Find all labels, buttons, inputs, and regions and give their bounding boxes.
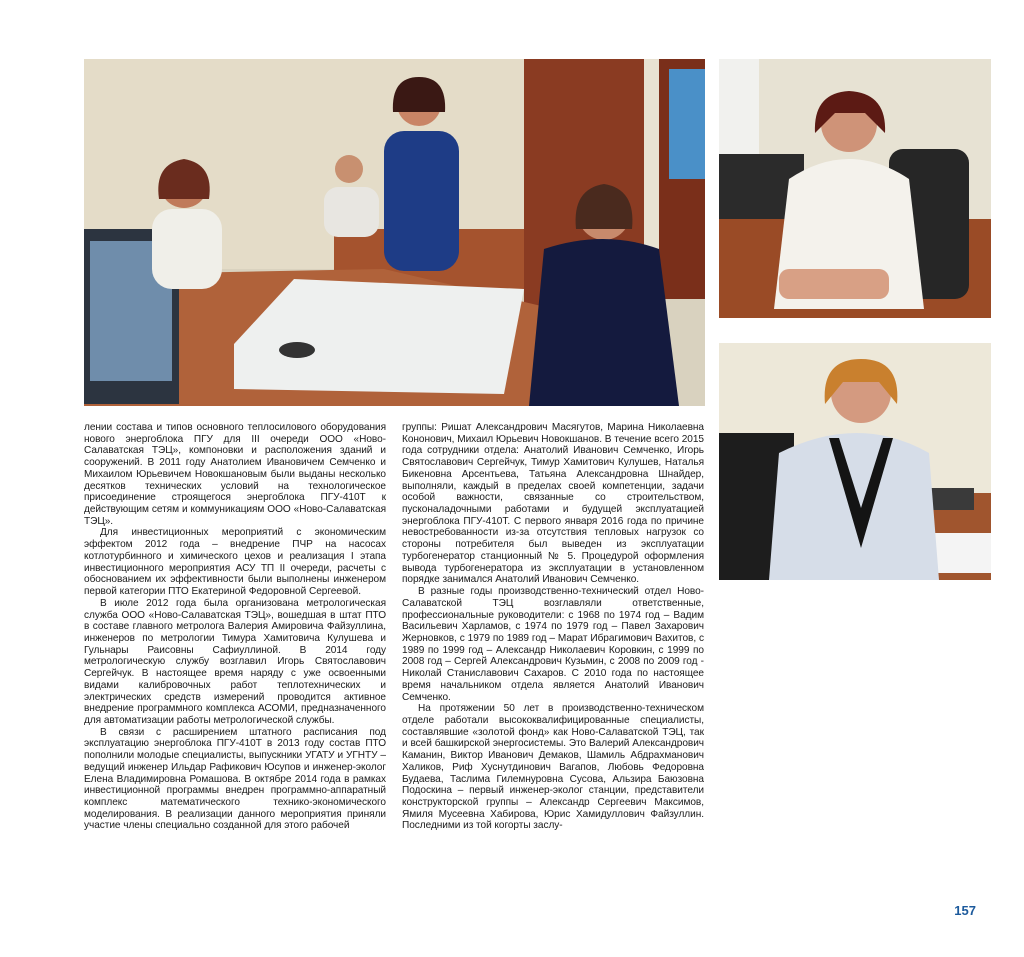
page-number: 157: [954, 903, 976, 918]
photo-portrait-woman-desk: [719, 343, 991, 580]
paragraph: На протяжении 50 лет в производственно-техническом отделе работали высококвалифицированные специалисты, составлявшие «золотой фонд» как Ново-Салаватской ТЭЦ, так и всей башкирской энергосистемы. Это Валерий Александрович Каманин, Виктор Иванович Демаков, Шамиль Абдрахманович Халиков, Риф Хуснутдинович Вагапов, Любовь Федоровна Будаева, Таслима Гилемнуровна Сусова, Альзира Баюзовна Подоскина – первый инженер-эколог станции, представители конструкторской группы – Александр Сергеевич Максимов, Ямиля Мусеевна Хабирова, Юрис Хамидуллович Файзуллин. Последними из той когорты заслу-: [402, 703, 704, 832]
text-column-left: [84, 422, 386, 832]
paragraph: В разные годы производственно-технический отдел Ново-Салаватской ТЭЦ возглавляли ответственные, профессиональные руководители: с 1968 по 1974 год – Вадим Васильевич Харламов, с 1974 по 1979 год – Павел Захарович Жерновков, с 1979 по 1989 год – Марат Ибрагимович Вахитов, с 1989 по 1999 год – Александр Николаевич Коровкин, с 1999 по 2008 год – Сергей Александрович Кузьмин, с 2008 по 2009 год - Николай Станиславович Сахаров. С 2010 года по настоящее время начальником отдела является Анатолий Иванович Семченко.: [402, 586, 704, 703]
paragraph: группы: Ришат Александрович Масягутов, Марина Николаевна Кононович, Михаил Юрьевич Новокшанов. В течение всего 2015 года сотрудники отдела: Анатолий Иванович Семченко, Игорь Святославович Сергейчук, Тимур Хамитович Кулушев, Наталья Бикеновна Арсентьева, Татьяна Александровна Шнайдер, выполняли, каждый в пределах своей компетенции, задачи особой важности, связанные со строительством, пусконаладочными работами и будущей эксплуатацией энергоблока ПГУ-410Т. С первого января 2016 года по причине невостребованности из-за отсутствия тепловых нагрузок со стороны потребителя был выведен из эксплуатации турбогенератор станционный № 5. Процедурой оформления вывода турбогенератора из эксплуатации в установленном порядке занимался Анатолий Иванович Семченко.: [402, 422, 704, 586]
paragraph: Для инвестиционных мероприятий с экономическим эффектом 2012 года – внедрение ПЧР на насосах котлотурбинного и химического цехов и реализация I этапа инвестиционного мероприятия АСУ ТП II очереди, расчеты с обоснованием их эффективности были выполнены инженером первой категории ПТО Екатериной Федоровной Сергеевой.: [84, 527, 386, 598]
photo-office-group: [84, 59, 705, 406]
paragraph: В июле 2012 года была организована метрологическая служба ООО «Ново-Салаватская ТЭЦ», вошедшая в штат ПТО в составе главного метролога Валерия Амировича Файзуллина, инженеров по метрологии Тимура Хамитовича Кулушева и Гульнары Раисовны Сафиуллиной. В 2014 году метрологическую службу возглавил Игорь Святославович Сергейчук. В настоящее время наряду с уже освоенными видами калибровочных работ теплотехнических и электрических средств измерений проводится активное внедрение программного комплекса АСОМИ, предназначенного для автоматизации работы метрологической службы.: [84, 597, 386, 726]
photo-portrait-woman-white-jacket: [719, 59, 991, 318]
paragraph: лении состава и типов основного теплосилового оборудования нового энергоблока ПГУ для III очереди ООО «Ново-Салаватская ТЭЦ», компоновки и расположения зданий и сооружений. В 2011 году Анатолием Ивановичем Семченко и Михаилом Юрьевичем Новокшановым были выданы несколько десятков технических условий на технологическое присоединение строящегося энергоблока ПГУ-410Т к действующим сетям и коммуникациям ООО «Ново-Салаватская ТЭЦ».: [84, 422, 386, 527]
paragraph: В связи с расширением штатного расписания под эксплуатацию энергоблока ПГУ-410Т в 2013 году состав ПТО пополнили молодые специалисты, выпускники УГАТУ и УГНТУ – ведущий инженер Ильдар Рафикович Юсупов и инженер-эколог Елена Владимировна Ромашова. В октябре 2014 года в рамках инвестиционной программы внедрен программно-аппаратный комплекс математического технико-экономического моделирования. В реализации данного мероприятия приняли участие члены специально созданной для этого рабочей: [84, 726, 386, 832]
text-column-right: [402, 422, 704, 832]
